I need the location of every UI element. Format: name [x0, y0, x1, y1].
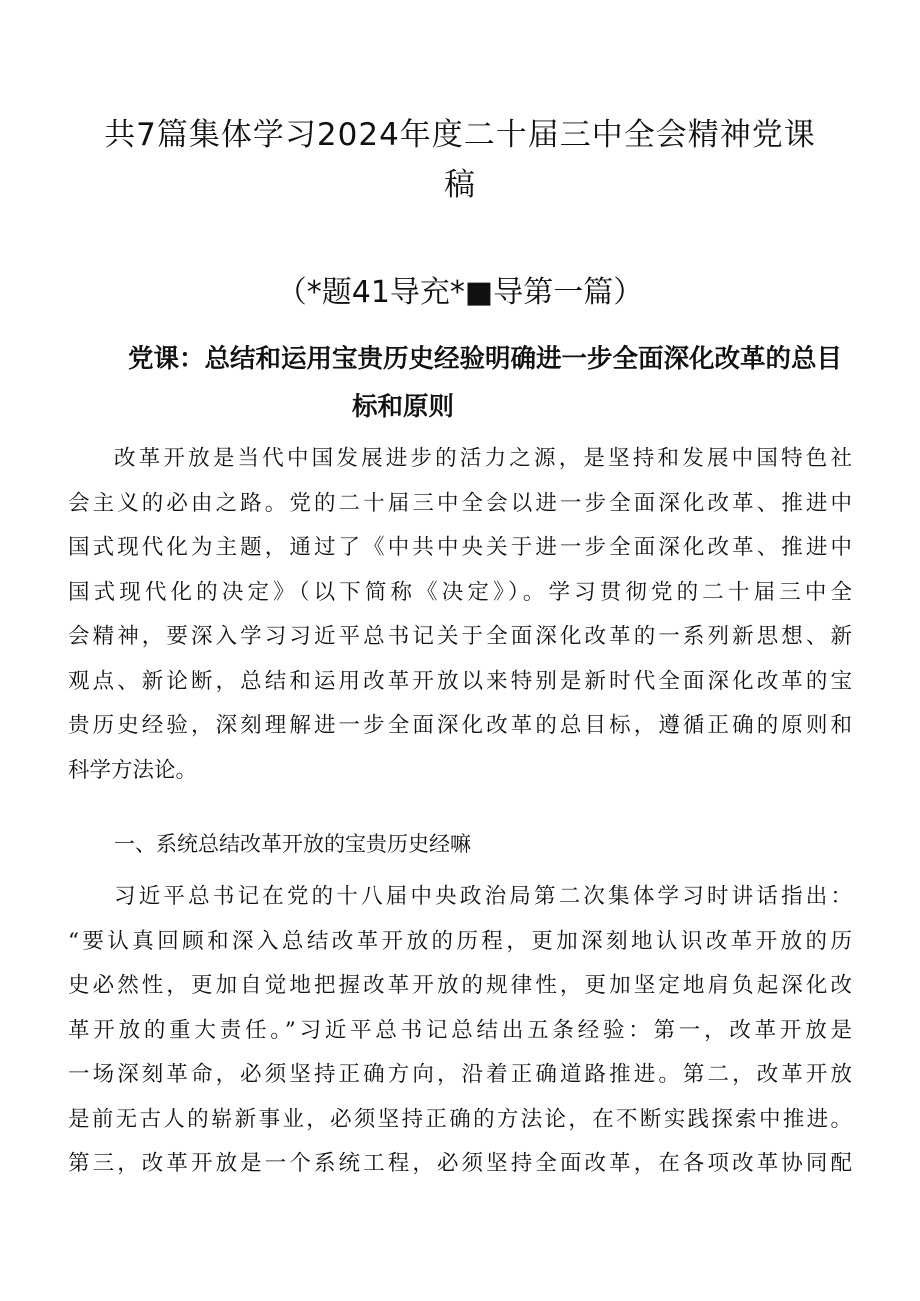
document-subtitle: （*题41导充*■导第一篇） — [276, 275, 644, 310]
section-heading-1: 一、系统总结改革开放的宝贵历史经嘛 — [114, 832, 471, 856]
body-paragraph-2 — [68, 875, 852, 1187]
paragraph-line: 会精神，要深入学习习近平总书记关于全面深化改革的一系列新思想、新 — [68, 624, 852, 649]
paragraph-line: 观点、新论断，总结和运用改革开放以来特别是新时代全面深化改革的宝 — [68, 668, 852, 694]
paragraph-line: 一场深刻革命，必须坚持正确方向，沿着正确道路推进。第二，改革开放 — [68, 1062, 852, 1087]
lesson-title-line-2: 标和原则 — [352, 392, 455, 422]
paragraph-line: 改革开放是当代中国发展进步的活力之源，是坚持和发展中国特色社 — [114, 446, 852, 471]
paragraph-line: 会主义的必由之路。党的二十届三中全会以进一步全面深化改革、推进中 — [68, 490, 852, 516]
lesson-title — [60, 335, 860, 431]
document-title — [60, 110, 860, 210]
paragraph-line: 革开放的重大责任。”习近平总书记总结出五条经验：第一，改革开放是 — [68, 1017, 852, 1043]
document-title-line-2: 稿 — [444, 167, 476, 203]
paragraph-line: 国式现代化为主题，通过了《中共中央关于进一步全面深化改革、推进中 — [68, 535, 852, 560]
body-paragraph-1 — [68, 437, 852, 793]
document-title-line-1: 共7篇集体学习2024年度二十届三中全会精神党课 — [104, 117, 816, 153]
paragraph-line: “要认真回顾和深入总结改革开放的历程，更加深刻地认识改革开放的历 — [68, 928, 852, 954]
paragraph-line: 科学方法论。 — [68, 757, 198, 783]
paragraph-line: 习近平总书记在党的十八届中央政治局第二次集体学习时讲话指出： — [114, 884, 852, 909]
paragraph-line: 第三，改革开放是一个系统工程，必须坚持全面改革，在各项改革协同配 — [68, 1151, 852, 1176]
paragraph-line: 国式现代化的决定》（以下简称《决定》）。学习贯彻党的二十届三中全 — [68, 579, 852, 605]
lesson-title-line-1: 党课：总结和运用宝贵历史经验明确进一步全面深化改革的总目 — [128, 344, 843, 374]
paragraph-line: 史必然性，更加自觉地把握改革开放的规律性，更加坚定地肩负起深化改 — [68, 973, 852, 998]
paragraph-line: 是前无古人的崭新事业，必须坚持正确的方法论，在不断实践探索中推进。 — [68, 1106, 852, 1132]
paragraph-line: 贵历史经验，深刻理解进一步全面深化改革的总目标，遵循正确的原则和 — [68, 713, 852, 738]
